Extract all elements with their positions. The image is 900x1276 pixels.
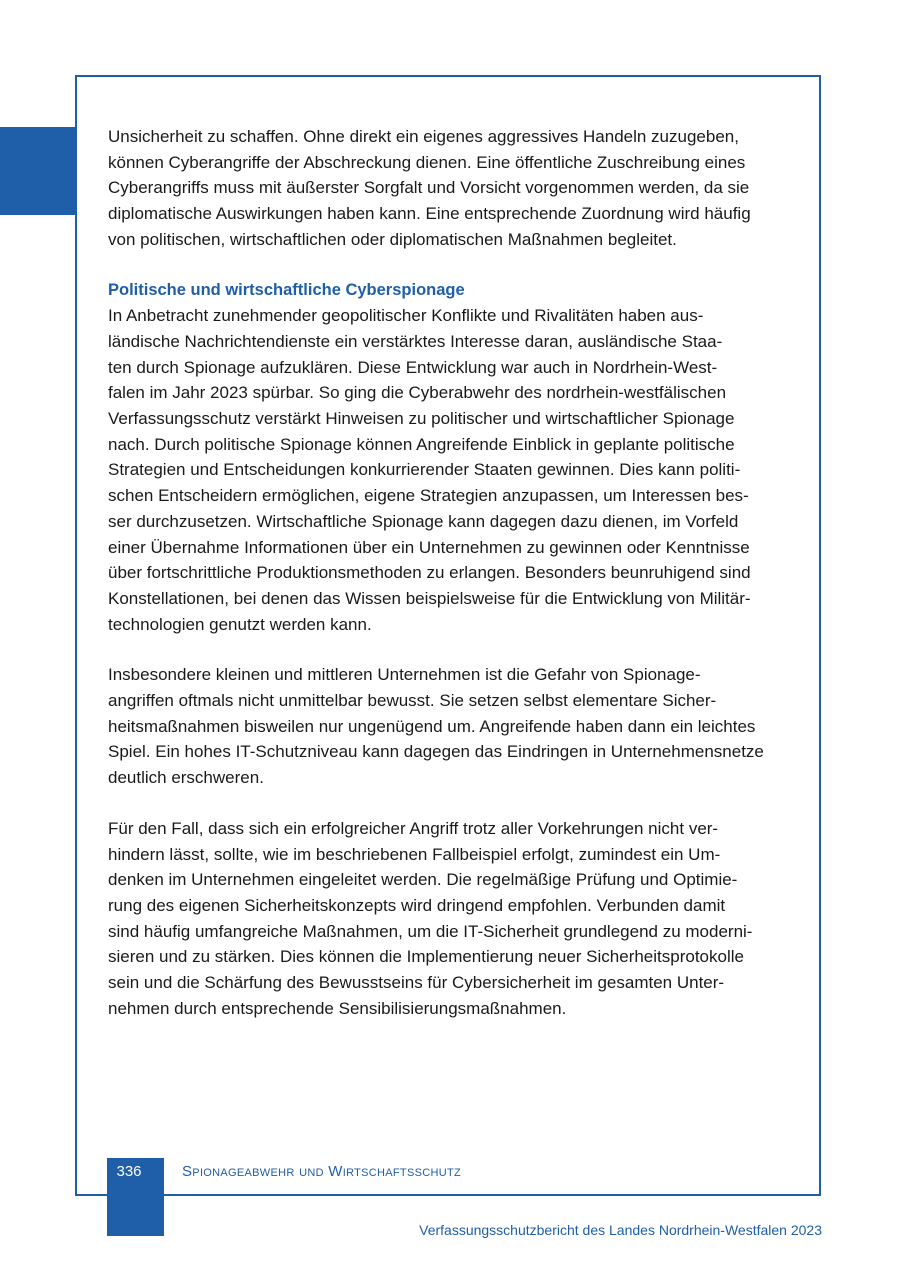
report-title: Verfassungsschutzbericht des Landes Nordrhein-Westfalen 2023 bbox=[419, 1222, 822, 1238]
text-line: Insbesondere kleinen und mittleren Unternehmen ist die Gefahr von Spionage- bbox=[108, 665, 701, 685]
text-line: technologien genutzt werden kann. bbox=[108, 614, 372, 634]
text-line: sind häufig umfangreiche Maßnahmen, um die IT-Sicherheit grundlegend zu moderni- bbox=[108, 921, 753, 941]
text-line: können Cyberangriffe der Abschreckung dienen. Eine öffentliche Zuschreibung eines bbox=[108, 152, 746, 172]
section-paragraph-1 bbox=[108, 303, 798, 637]
text-line: über fortschrittliche Produktionsmethoden zu erlangen. Besonders beunruhigend sind bbox=[108, 563, 751, 583]
text-line: heitsmaßnahmen bisweilen nur ungenügend um. Angreifende haben dann ein leichtes bbox=[108, 716, 756, 736]
page-number: 336 bbox=[116, 1163, 142, 1180]
text-line: Spiel. Ein hohes IT-Schutzniveau kann dagegen das Eindringen in Unternehmensnetze bbox=[108, 742, 764, 762]
text-line: hindern lässt, sollte, wie im beschriebenen Fallbeispiel erfolgt, zumindest ein Um- bbox=[108, 844, 721, 864]
text-line: diplomatische Auswirkungen haben kann. Eine entsprechende Zuordnung wird häufig bbox=[108, 204, 751, 224]
text-line: sein und die Schärfung des Bewusstseins für Cybersicherheit im gesamten Unter- bbox=[108, 973, 725, 993]
text-line: rung des eigenen Sicherheitskonzepts wird dringend empfohlen. Verbunden damit bbox=[108, 895, 726, 915]
text-line: ten durch Spionage aufzuklären. Diese Entwicklung war auch in Nordrhein-West- bbox=[108, 357, 718, 377]
text-line: von politischen, wirtschaftlichen oder diplomatischen Maßnahmen begleitet. bbox=[108, 229, 677, 249]
text-line: nehmen durch entsprechende Sensibilisierungsmaßnahmen. bbox=[108, 998, 567, 1018]
text-line: Strategien und Entscheidungen konkurrierender Staaten gewinnen. Dies kann politi- bbox=[108, 460, 741, 480]
intro-paragraph bbox=[108, 124, 798, 253]
text-line: Cyberangriffs muss mit äußerster Sorgfalt und Vorsicht vorgenommen werden, da sie bbox=[108, 178, 750, 198]
section-paragraph-2 bbox=[108, 662, 798, 791]
text-line: denken im Unternehmen eingeleitet werden. Die regelmäßige Prüfung und Optimie- bbox=[108, 870, 738, 890]
text-line: Für den Fall, dass sich ein erfolgreicher Angriff trotz aller Vorkehrungen nicht ver- bbox=[108, 818, 719, 838]
text-line: falen im Jahr 2023 spürbar. So ging die Cyberabwehr des nordrhein-westfälischen bbox=[108, 383, 727, 403]
text-line: schen Entscheidern ermöglichen, eigene Strategien anzupassen, um Interessen bes- bbox=[108, 486, 749, 506]
text-line: Unsicherheit zu schaffen. Ohne direkt ein eigenes aggressives Handeln zuzugeben, bbox=[108, 127, 739, 146]
text-line: deutlich erschweren. bbox=[108, 768, 264, 788]
text-line: In Anbetracht zunehmender geopolitischer Konflikte und Rivalitäten haben aus- bbox=[108, 306, 704, 326]
text-line: einer Übernahme Informationen über ein Unternehmen zu gewinnen oder Kenntnisse bbox=[108, 537, 750, 557]
text-line: angriffen oftmals nicht unmittelbar bewusst. Sie setzen selbst elementare Sicher- bbox=[108, 691, 717, 711]
text-line: nach. Durch politische Spionage können Angreifende Einblick in geplante politische bbox=[108, 434, 735, 454]
text-line: Verfassungsschutz verstärkt Hinweisen zu politischer und wirtschaftlicher Spionage bbox=[108, 409, 735, 429]
text-line: sieren und zu stärken. Dies können die Implementierung neuer Sicherheitsprotokolle bbox=[108, 947, 744, 967]
chapter-side-tab bbox=[0, 127, 76, 215]
running-section-title: Spionageabwehr und Wirtschaftsschutz bbox=[182, 1163, 461, 1180]
section-paragraph-3 bbox=[108, 816, 798, 1022]
text-line: Konstellationen, bei denen das Wissen beispielsweise für die Entwicklung von Militär- bbox=[108, 588, 751, 608]
body-text bbox=[108, 124, 798, 1022]
text-line: ländische Nachrichtendienste ein verstärktes Interesse daran, ausländische Staa- bbox=[108, 331, 723, 351]
section-heading: Politische und wirtschaftliche Cyberspionage bbox=[108, 280, 465, 299]
text-line: ser durchzusetzen. Wirtschaftliche Spionage kann dagegen dazu dienen, im Vorfeld bbox=[108, 511, 739, 531]
